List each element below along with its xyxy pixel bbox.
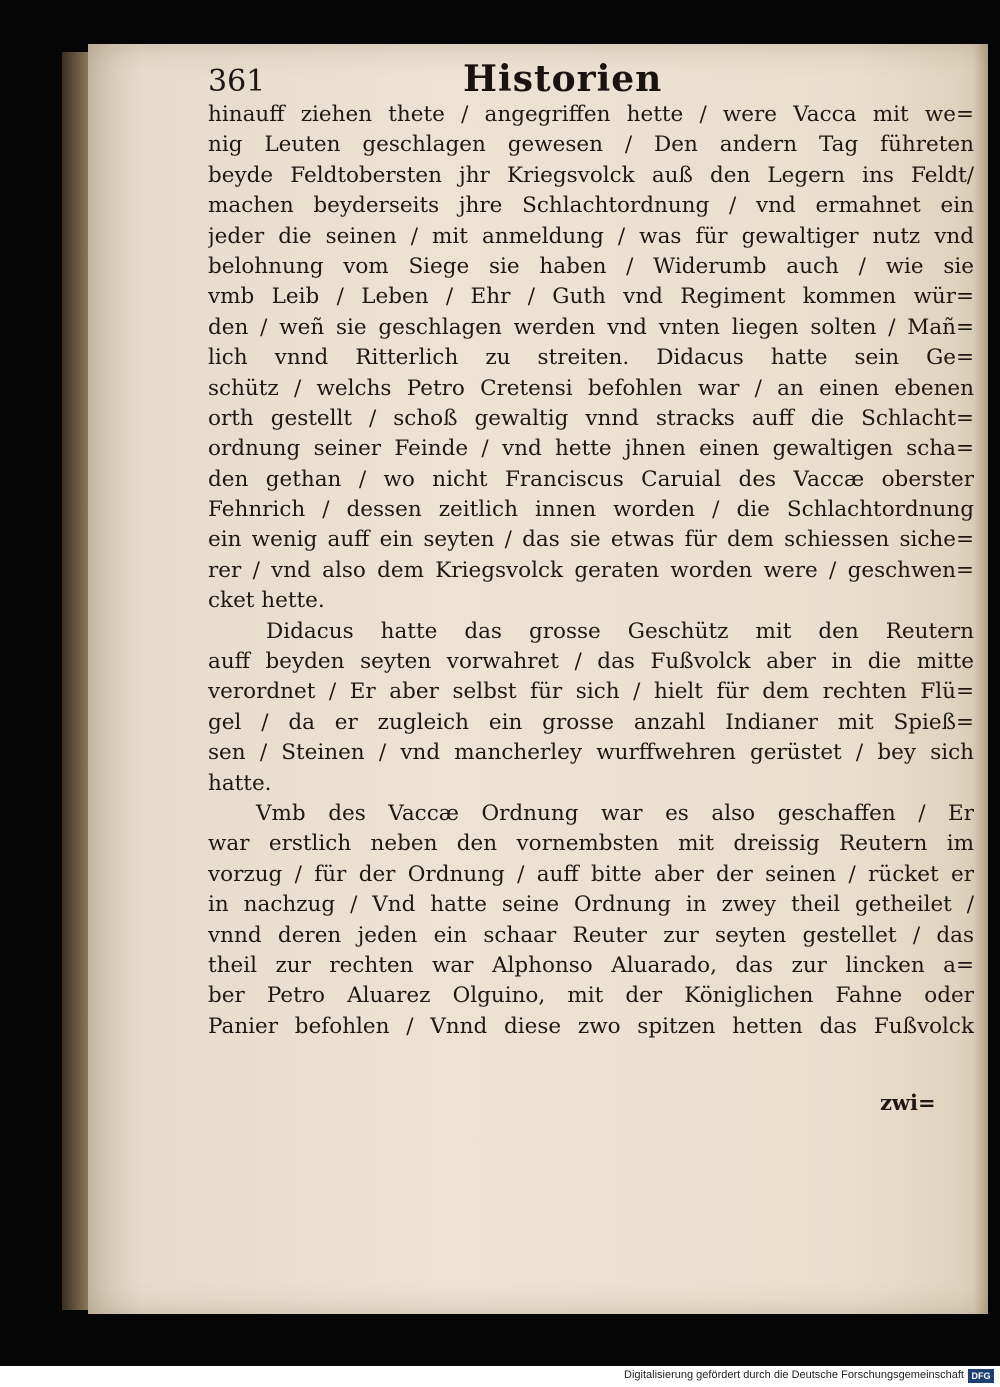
text-line: schütz / welchs Petro Cretensi befohlen war / an einen ebenen [208,375,974,401]
text-line: gel / da er zugleich ein grosse anzahl Indianer mit Spieß= [208,709,974,735]
text-line: nig Leuten geschlagen gewesen / Den andern Tag führeten [208,132,974,158]
text-line: ordnung seiner Feinde / vnd hette jhnen einen gewaltigen scha= [208,436,974,462]
text-line: belohnung vom Siege sie haben / Widerumb auch / wie sie [208,253,974,279]
text-line: den / weñ sie geschlagen werden vnd vnten liegen solten / Mañ= [208,314,974,340]
text-line: war erstlich neben den vornembsten mit dreissig Reutern im [208,831,974,857]
text-line: hinauff ziehen thete / angegriffen hette / were Vacca mit we= [208,102,974,127]
text-line: lich vnnd Ritterlich zu streiten. Didacus hatte sein Ge= [208,345,974,371]
text-line: vmb Leib / Leben / Ehr / Guth vnd Regiment kommen wür= [208,284,974,310]
text-line: Vmb des Vaccæ Ordnung war es also geschaffen / Er [256,800,974,826]
text-line: Fehnrich / dessen zeitlich innen worden / die Schlachtordnung [208,497,974,523]
page-header [208,58,768,106]
running-head: Historien [463,58,663,100]
text-line: in nachzug / Vnd hatte seine Ordnung in zwey theil getheilet / [208,892,974,918]
text-line: den gethan / wo nicht Franciscus Caruial des Vaccæ oberster [208,466,974,492]
text-line: sen / Steinen / vnd mancherley wurffwehren gerüstet / bey sich [208,740,974,766]
text-line: jeder die seinen / mit anmeldung / was für gewaltiger nutz vnd [208,223,974,249]
text-line: verordnet / Er aber selbst für sich / hielt für dem rechten Flü= [208,679,974,705]
text-line: beyde Feldtobersten jhr Kriegsvolck auß den Legern ins Feldt/ [208,162,974,188]
body-text [208,100,974,1042]
digitization-footer [0,1366,1000,1387]
catchword: zwi= [880,1090,936,1115]
text-line: hatte. [208,770,272,796]
text-line: vnnd deren jeden ein schaar Reuter zur seyten gestellet / das [208,922,974,948]
dfg-logo-icon: DFG [968,1369,994,1383]
text-line: ber Petro Aluarez Olguino, mit der Königlichen Fahne oder [208,983,974,1009]
text-line: cket hette. [208,588,325,614]
text-line: theil zur rechten war Alphonso Aluarado, das zur lincken a= [208,952,974,978]
text-line: machen beyderseits jhre Schlachtordnung / vnd ermahnet ein [208,193,974,219]
text-line: Panier befohlen / Vnnd diese zwo spitzen hetten das Fußvolck [208,1013,974,1039]
page-edge-shadow [974,44,988,1314]
text-line: vorzug / für der Ordnung / auff bitte aber der seinen / rücket er [208,861,974,887]
page-number: 361 [208,64,266,99]
footer-credit-text: Digitalisierung gefördert durch die Deutsche Forschungsgemeinschaft [624,1369,964,1381]
text-line: auff beyden seyten vorwahret / das Fußvolck aber in die mitte [208,649,974,675]
text-line: orth gestellt / schoß gewaltig vnnd stracks auff die Schlacht= [208,405,974,431]
text-line: ein wenig auff ein seyten / das sie etwas für dem schiessen siche= [208,527,974,553]
text-line: Didacus hatte das grosse Geschütz mit den Reutern [266,618,974,644]
text-line: rer / vnd also dem Kriegsvolck geraten worden were / geschwen= [208,557,974,583]
